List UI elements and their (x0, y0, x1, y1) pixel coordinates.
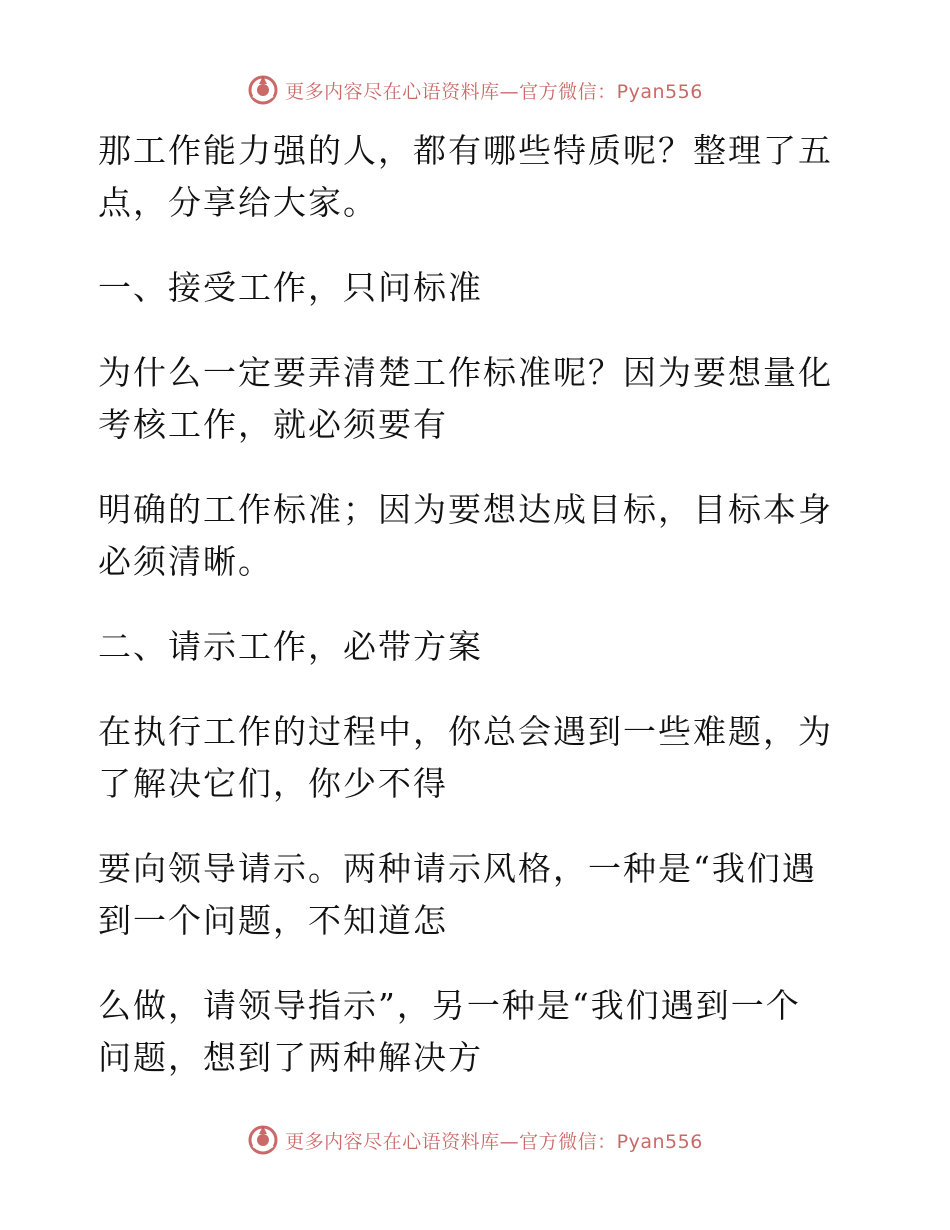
watermark-text: 更多内容尽在心语资料库—官方微信：Pyan556 (285, 80, 703, 103)
text-line: 到一个问题，不知道怎 (98, 901, 448, 940)
text-line: 问题，想到了两种解决方 (98, 1038, 483, 1077)
text-line: 了解决它们，你少不得 (98, 764, 448, 803)
text-line: 么做，请领导指示”，另一种是“我们遇到一个 (98, 986, 801, 1025)
text-line: 考核工作，就必须要有 (98, 405, 448, 444)
watermark-text: 更多内容尽在心语资料库—官方微信：Pyan556 (285, 1130, 703, 1153)
paragraph (98, 484, 838, 588)
text-line: 在执行工作的过程中，你总会遇到一些难题，为 (98, 712, 833, 751)
paragraph (98, 347, 838, 451)
text-line: 一、接受工作，只问标准 (98, 268, 483, 307)
text-line: 明确的工作标准；因为要想达成目标，目标本身 (98, 490, 833, 529)
paragraph (98, 706, 838, 810)
section-heading (98, 262, 838, 314)
text-line: 为什么一定要弄清楚工作标准呢？因为要想量化 (98, 353, 833, 392)
text-line: 二、请示工作，必带方案 (98, 627, 483, 666)
document-body (98, 125, 838, 1117)
watermark-logo-icon (247, 74, 279, 106)
section-heading (98, 621, 838, 673)
text-line: 点，分享给大家。 (98, 183, 378, 222)
text-line: 那工作能力强的人，都有哪些特质呢？整理了五 (98, 131, 833, 170)
paragraph (98, 843, 838, 947)
text-line: 必须清晰。 (98, 542, 273, 581)
watermark-logo-icon (247, 1124, 279, 1156)
paragraph (98, 125, 838, 229)
footer-watermark (0, 1120, 950, 1160)
paragraph (98, 980, 838, 1084)
text-line: 要向领导请示。两种请示风格，一种是“我们遇 (98, 849, 817, 888)
header-watermark (0, 70, 950, 110)
